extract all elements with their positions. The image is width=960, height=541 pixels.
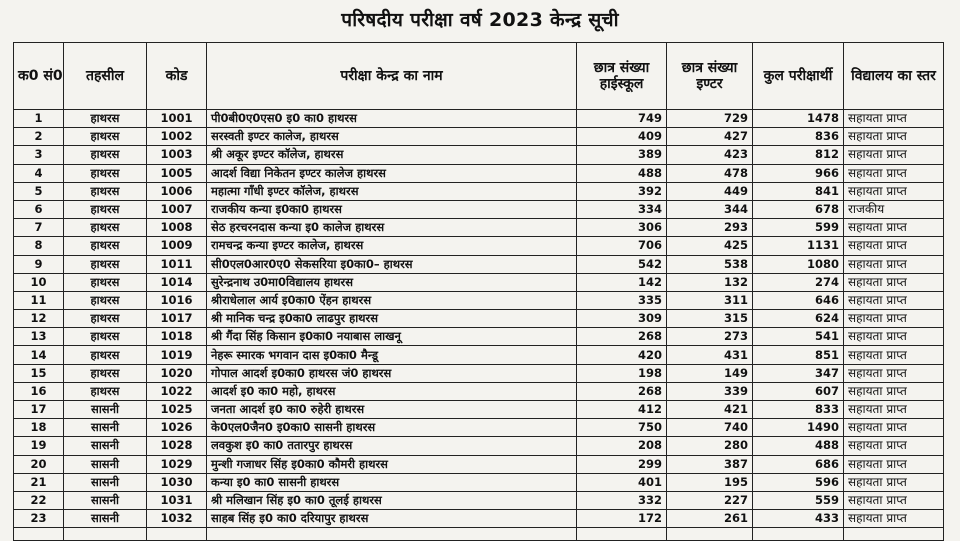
cell-code: 1030 <box>147 473 207 491</box>
cell-tehsil: हाथरस <box>64 328 147 346</box>
cell-tehsil: सासनी <box>64 455 147 473</box>
cell-school-level: सहायता प्राप्त <box>844 346 944 364</box>
cell-sno: 9 <box>14 255 64 273</box>
cell-sno: 5 <box>14 182 64 200</box>
cell-school-level: सहायता प्राप्त <box>844 273 944 291</box>
table-row <box>14 291 944 309</box>
cell-code: 1003 <box>147 146 207 164</box>
cell-tehsil: हाथरस <box>64 255 147 273</box>
cell-school-level: सहायता प्राप्त <box>844 128 944 146</box>
cell-center-name: सुरेन्द्रनाथ उ0मा0विद्यालय हाथरस <box>207 273 577 291</box>
cell-school-level: सहायता प्राप्त <box>844 110 944 128</box>
table-row <box>14 200 944 218</box>
cell-tehsil: हाथरस <box>64 164 147 182</box>
cell-students-highschool: 420 <box>577 346 667 364</box>
cell-total-students: 1478 <box>753 110 844 128</box>
table-row <box>14 364 944 382</box>
cell-students-inter: 149 <box>667 364 753 382</box>
cell-students-highschool: 409 <box>577 128 667 146</box>
cell-center-name: श्री गैंदा सिंह किसान इ0का0 नयाबास लाखनू <box>207 328 577 346</box>
cell-tehsil: हाथरस <box>64 182 147 200</box>
cell-students-inter: 280 <box>667 437 753 455</box>
cell-students-highschool: 268 <box>577 382 667 400</box>
table-row <box>14 401 944 419</box>
cell-code: 1028 <box>147 437 207 455</box>
cell-center-name: सी0एल0आर0ए0 सेकसरिया इ0का0– हाथरस <box>207 255 577 273</box>
cut-off-cell <box>753 528 844 541</box>
cell-tehsil: हाथरस <box>64 200 147 218</box>
cell-tehsil: सासनी <box>64 419 147 437</box>
cell-code: 1006 <box>147 182 207 200</box>
cell-students-inter: 449 <box>667 182 753 200</box>
cell-center-name: साहब सिंह इ0 का0 दरियापुर हाथरस <box>207 510 577 528</box>
cell-center-name: मुन्शी गजाधर सिंह इ0का0 कौमरी हाथरस <box>207 455 577 473</box>
cell-total-students: 851 <box>753 346 844 364</box>
cell-center-name: लवकुश इ0 का0 ततारपुर हाथरस <box>207 437 577 455</box>
header-center-name: परीक्षा केन्द्र का नाम <box>207 43 577 110</box>
cell-students-inter: 387 <box>667 455 753 473</box>
cell-code: 1014 <box>147 273 207 291</box>
cell-students-highschool: 389 <box>577 146 667 164</box>
cell-total-students: 559 <box>753 491 844 509</box>
header-code: कोड <box>147 43 207 110</box>
table-row <box>14 455 944 473</box>
cell-students-highschool: 749 <box>577 110 667 128</box>
cell-total-students: 541 <box>753 328 844 346</box>
cell-school-level: सहायता प्राप्त <box>844 146 944 164</box>
cut-off-cell <box>577 528 667 541</box>
cell-code: 1009 <box>147 237 207 255</box>
table-row <box>14 182 944 200</box>
cell-tehsil: हाथरस <box>64 382 147 400</box>
cut-off-cell <box>14 528 64 541</box>
cell-center-name: जनता आदर्श इ0 का0 रुहेरी हाथरस <box>207 401 577 419</box>
cell-center-name: श्री अकूर इण्टर कॉलेज, हाथरस <box>207 146 577 164</box>
cell-students-inter: 729 <box>667 110 753 128</box>
cell-center-name: श्री मानिक चन्द्र इ0का0 लाढपुर हाथरस <box>207 310 577 328</box>
header-sno: क0 सं0 <box>14 43 64 110</box>
cell-students-inter: 427 <box>667 128 753 146</box>
cell-students-highschool: 309 <box>577 310 667 328</box>
cell-code: 1018 <box>147 328 207 346</box>
cell-sno: 23 <box>14 510 64 528</box>
table-row <box>14 128 944 146</box>
cell-code: 1011 <box>147 255 207 273</box>
cell-students-highschool: 488 <box>577 164 667 182</box>
cell-students-inter: 293 <box>667 219 753 237</box>
cell-students-highschool: 208 <box>577 437 667 455</box>
cell-students-highschool: 306 <box>577 219 667 237</box>
table-row <box>14 419 944 437</box>
cell-center-name: नेहरू स्मारक भगवान दास इ0का0 मैन्डू <box>207 346 577 364</box>
cell-students-highschool: 172 <box>577 510 667 528</box>
table-row <box>14 346 944 364</box>
cell-school-level: सहायता प्राप्त <box>844 473 944 491</box>
table-row <box>14 164 944 182</box>
table-row <box>14 382 944 400</box>
cell-students-inter: 315 <box>667 310 753 328</box>
header-tehsil: तहसील <box>64 43 147 110</box>
cell-students-highschool: 334 <box>577 200 667 218</box>
cell-students-inter: 431 <box>667 346 753 364</box>
cell-code: 1001 <box>147 110 207 128</box>
cell-tehsil: हाथरस <box>64 146 147 164</box>
table-row <box>14 255 944 273</box>
header-students-highschool: छात्र संख्या हाईस्कूल <box>577 43 667 110</box>
cell-students-inter: 425 <box>667 237 753 255</box>
cell-students-inter: 344 <box>667 200 753 218</box>
header-school-level: विद्यालय का स्तर <box>844 43 944 110</box>
cell-school-level: सहायता प्राप्त <box>844 419 944 437</box>
cell-total-students: 599 <box>753 219 844 237</box>
cut-off-cell <box>147 528 207 541</box>
cell-sno: 13 <box>14 328 64 346</box>
cell-center-name: पी0बी0ए0एस0 इ0 का0 हाथरस <box>207 110 577 128</box>
cell-center-name: के0एल0जैन0 इ0का0 सासनी हाथरस <box>207 419 577 437</box>
cell-code: 1002 <box>147 128 207 146</box>
table-row <box>14 328 944 346</box>
cell-students-inter: 478 <box>667 164 753 182</box>
cell-sno: 10 <box>14 273 64 291</box>
table-row <box>14 473 944 491</box>
cell-students-inter: 132 <box>667 273 753 291</box>
cell-total-students: 836 <box>753 128 844 146</box>
table-row <box>14 491 944 509</box>
cell-center-name: गोपाल आदर्श इ0का0 हाथरस जं0 हाथरस <box>207 364 577 382</box>
cell-code: 1008 <box>147 219 207 237</box>
cell-sno: 1 <box>14 110 64 128</box>
cell-tehsil: हाथरस <box>64 310 147 328</box>
cell-sno: 11 <box>14 291 64 309</box>
cell-tehsil: सासनी <box>64 437 147 455</box>
table-header-row <box>14 43 944 110</box>
cell-center-name: सरस्वती इण्टर कालेज, हाथरस <box>207 128 577 146</box>
cell-sno: 19 <box>14 437 64 455</box>
cell-total-students: 841 <box>753 182 844 200</box>
header-students-inter: छात्र संख्या इण्टर <box>667 43 753 110</box>
cell-students-highschool: 332 <box>577 491 667 509</box>
cell-school-level: सहायता प्राप्त <box>844 510 944 528</box>
cell-tehsil: हाथरस <box>64 128 147 146</box>
cell-students-inter: 423 <box>667 146 753 164</box>
cell-code: 1019 <box>147 346 207 364</box>
table-row-cut-off <box>14 528 944 541</box>
cell-sno: 7 <box>14 219 64 237</box>
cell-code: 1016 <box>147 291 207 309</box>
cell-total-students: 966 <box>753 164 844 182</box>
cell-sno: 2 <box>14 128 64 146</box>
cell-tehsil: सासनी <box>64 491 147 509</box>
cell-total-students: 488 <box>753 437 844 455</box>
cell-code: 1032 <box>147 510 207 528</box>
cut-off-cell <box>667 528 753 541</box>
exam-center-table <box>13 42 944 541</box>
table-row <box>14 110 944 128</box>
cell-school-level: सहायता प्राप्त <box>844 382 944 400</box>
cell-tehsil: हाथरस <box>64 237 147 255</box>
cell-school-level: सहायता प्राप्त <box>844 237 944 255</box>
cell-center-name: रामचन्द्र कन्या इण्टर कालेज, हाथरस <box>207 237 577 255</box>
cell-students-highschool: 412 <box>577 401 667 419</box>
cell-code: 1020 <box>147 364 207 382</box>
cell-students-inter: 421 <box>667 401 753 419</box>
cell-code: 1005 <box>147 164 207 182</box>
cell-sno: 18 <box>14 419 64 437</box>
cell-total-students: 686 <box>753 455 844 473</box>
cell-students-highschool: 706 <box>577 237 667 255</box>
cell-tehsil: हाथरस <box>64 346 147 364</box>
table-row <box>14 237 944 255</box>
table-row <box>14 437 944 455</box>
cell-school-level: सहायता प्राप्त <box>844 164 944 182</box>
page-title: परिषदीय परीक्षा वर्ष 2023 केन्द्र सूची <box>341 9 619 31</box>
cell-tehsil: हाथरस <box>64 273 147 291</box>
cell-sno: 16 <box>14 382 64 400</box>
cell-center-name: सेठ हरचरनदास कन्या इ0 कालेज हाथरस <box>207 219 577 237</box>
cell-code: 1029 <box>147 455 207 473</box>
cell-students-inter: 311 <box>667 291 753 309</box>
cell-total-students: 812 <box>753 146 844 164</box>
cell-school-level: सहायता प्राप्त <box>844 255 944 273</box>
cell-sno: 17 <box>14 401 64 419</box>
cell-sno: 21 <box>14 473 64 491</box>
cell-code: 1025 <box>147 401 207 419</box>
cell-students-inter: 740 <box>667 419 753 437</box>
cell-code: 1031 <box>147 491 207 509</box>
cell-sno: 6 <box>14 200 64 218</box>
cell-code: 1022 <box>147 382 207 400</box>
cell-school-level: सहायता प्राप्त <box>844 310 944 328</box>
cell-center-name: श्रीराधेलाल आर्य इ0का0 ऐंहन हाथरस <box>207 291 577 309</box>
cell-total-students: 1490 <box>753 419 844 437</box>
cell-school-level: सहायता प्राप्त <box>844 491 944 509</box>
header-total-students: कुल परीक्षार्थी <box>753 43 844 110</box>
cell-total-students: 624 <box>753 310 844 328</box>
table-row <box>14 219 944 237</box>
cell-tehsil: सासनी <box>64 401 147 419</box>
cell-students-inter: 261 <box>667 510 753 528</box>
cell-school-level: सहायता प्राप्त <box>844 291 944 309</box>
cell-school-level: सहायता प्राप्त <box>844 401 944 419</box>
cell-sno: 14 <box>14 346 64 364</box>
table-row <box>14 273 944 291</box>
cell-total-students: 646 <box>753 291 844 309</box>
cell-total-students: 1131 <box>753 237 844 255</box>
cell-sno: 20 <box>14 455 64 473</box>
cell-sno: 3 <box>14 146 64 164</box>
cell-students-highschool: 268 <box>577 328 667 346</box>
cell-tehsil: सासनी <box>64 473 147 491</box>
cell-students-highschool: 401 <box>577 473 667 491</box>
cell-total-students: 678 <box>753 200 844 218</box>
cell-school-level: राजकीय <box>844 200 944 218</box>
cell-total-students: 433 <box>753 510 844 528</box>
cell-tehsil: हाथरस <box>64 219 147 237</box>
cell-students-inter: 339 <box>667 382 753 400</box>
cell-students-inter: 195 <box>667 473 753 491</box>
cut-off-cell <box>207 528 577 541</box>
cell-school-level: सहायता प्राप्त <box>844 364 944 382</box>
cell-school-level: सहायता प्राप्त <box>844 455 944 473</box>
cell-code: 1007 <box>147 200 207 218</box>
cell-center-name: आदर्श विद्या निकेतन इण्टर कालेज हाथरस <box>207 164 577 182</box>
cell-students-inter: 273 <box>667 328 753 346</box>
cell-tehsil: हाथरस <box>64 110 147 128</box>
cut-off-cell <box>844 528 944 541</box>
cell-students-inter: 227 <box>667 491 753 509</box>
cell-sno: 12 <box>14 310 64 328</box>
cell-sno: 15 <box>14 364 64 382</box>
cell-total-students: 274 <box>753 273 844 291</box>
cell-center-name: राजकीय कन्या इ0का0 हाथरस <box>207 200 577 218</box>
cell-students-highschool: 392 <box>577 182 667 200</box>
table-row <box>14 510 944 528</box>
cell-students-highschool: 142 <box>577 273 667 291</box>
cut-off-cell <box>64 528 147 541</box>
cell-total-students: 607 <box>753 382 844 400</box>
cell-center-name: कन्या इ0 का0 सासनी हाथरस <box>207 473 577 491</box>
table-row <box>14 146 944 164</box>
cell-total-students: 1080 <box>753 255 844 273</box>
cell-sno: 4 <box>14 164 64 182</box>
cell-tehsil: हाथरस <box>64 291 147 309</box>
cell-students-highschool: 335 <box>577 291 667 309</box>
cell-students-highschool: 542 <box>577 255 667 273</box>
cell-students-highschool: 198 <box>577 364 667 382</box>
cell-total-students: 347 <box>753 364 844 382</box>
cell-students-inter: 538 <box>667 255 753 273</box>
cell-students-highschool: 299 <box>577 455 667 473</box>
cell-sno: 22 <box>14 491 64 509</box>
cell-tehsil: हाथरस <box>64 364 147 382</box>
cell-total-students: 833 <box>753 401 844 419</box>
cell-students-highschool: 750 <box>577 419 667 437</box>
cell-school-level: सहायता प्राप्त <box>844 437 944 455</box>
cell-school-level: सहायता प्राप्त <box>844 219 944 237</box>
cell-sno: 8 <box>14 237 64 255</box>
cell-total-students: 596 <box>753 473 844 491</box>
cell-school-level: सहायता प्राप्त <box>844 328 944 346</box>
cell-center-name: श्री मलिखान सिंह इ0 का0 तूलई हाथरस <box>207 491 577 509</box>
cell-code: 1026 <box>147 419 207 437</box>
table-row <box>14 310 944 328</box>
cell-center-name: महात्मा गाँधी इण्टर कॉलेज, हाथरस <box>207 182 577 200</box>
cell-center-name: आदर्श इ0 का0 महो, हाथरस <box>207 382 577 400</box>
cell-tehsil: सासनी <box>64 510 147 528</box>
cell-school-level: सहायता प्राप्त <box>844 182 944 200</box>
cell-code: 1017 <box>147 310 207 328</box>
